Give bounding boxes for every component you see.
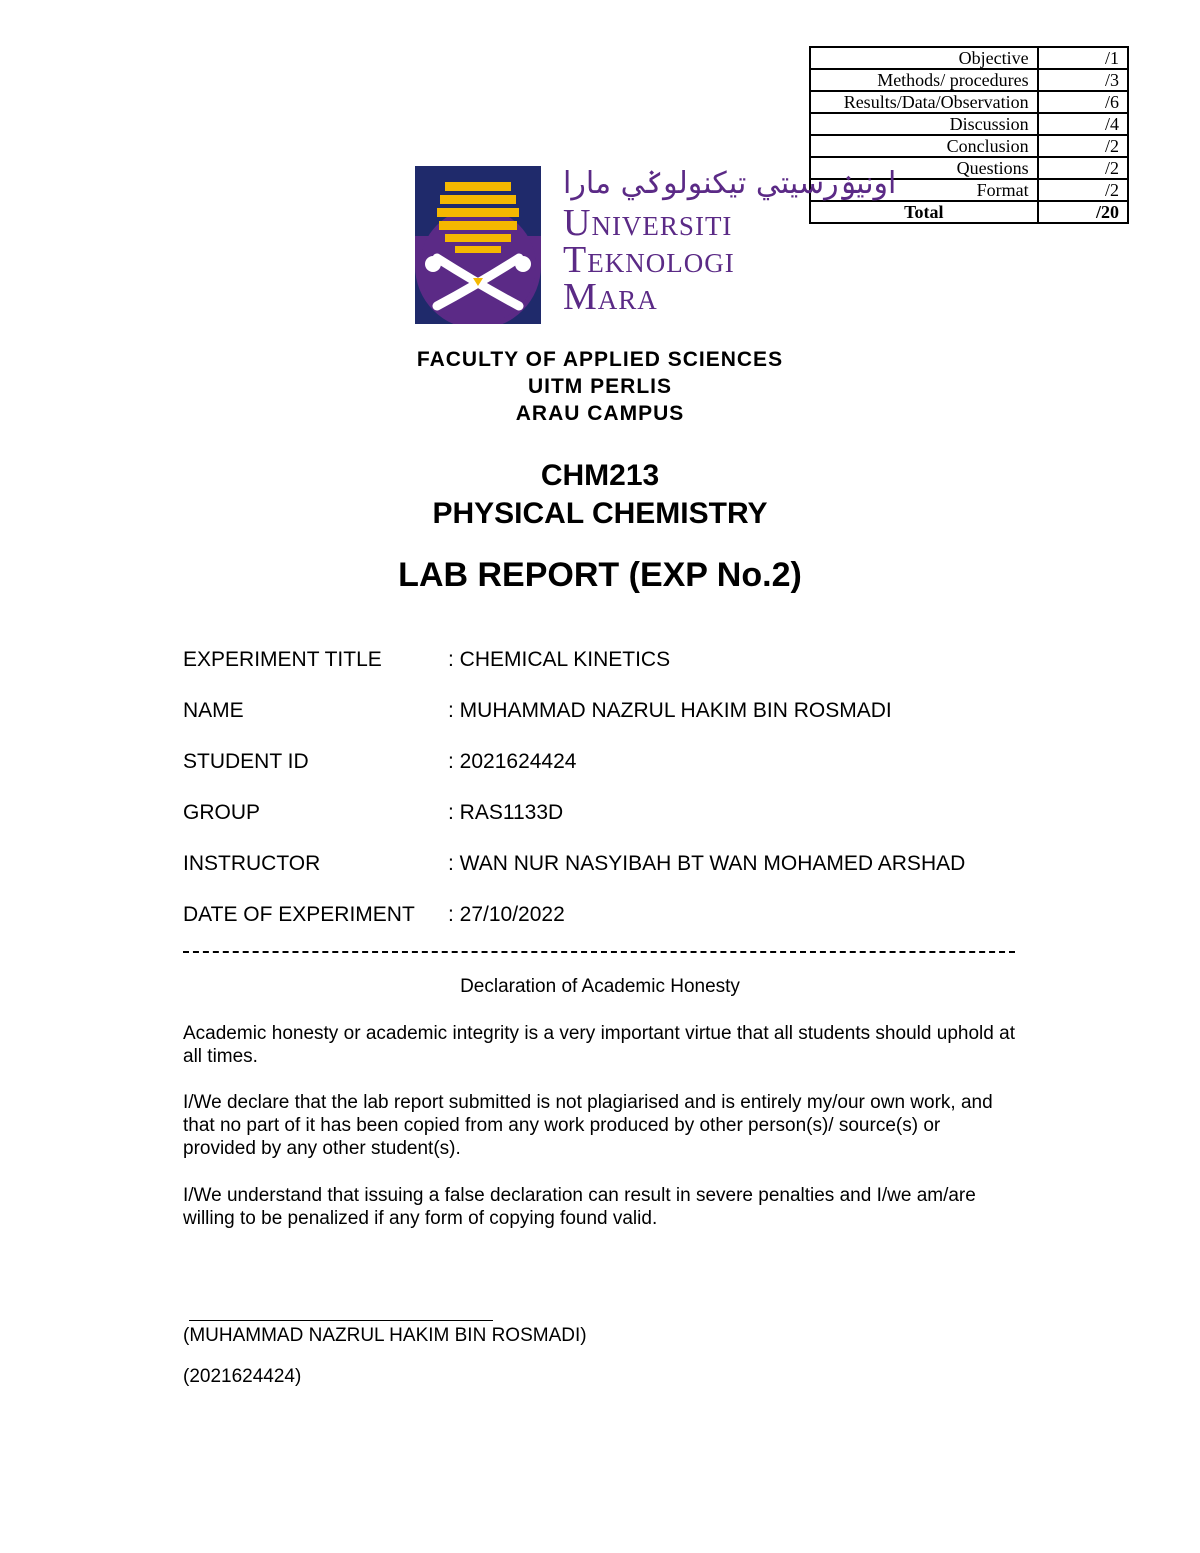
signature-line bbox=[189, 1320, 493, 1321]
rubric-mark: /1 bbox=[1038, 47, 1128, 69]
rubric-criterion: Format bbox=[810, 179, 1038, 201]
info-value: : RAS1133D bbox=[448, 801, 564, 824]
info-label: STUDENT ID bbox=[183, 750, 309, 773]
rubric-row bbox=[810, 113, 1128, 135]
info-row bbox=[183, 903, 965, 954]
course-code: CHM213 bbox=[540, 459, 660, 492]
declaration-title: Declaration of Academic Honesty bbox=[460, 976, 740, 997]
course-block bbox=[0, 457, 1200, 533]
rubric-row bbox=[810, 47, 1128, 69]
faculty-name: FACULTY OF APPLIED SCIENCES bbox=[416, 348, 784, 371]
faculty-block bbox=[0, 346, 1200, 427]
rubric-criterion: Results/Data/Observation bbox=[810, 91, 1038, 113]
info-value: : CHEMICAL KINETICS bbox=[448, 648, 671, 671]
info-label: DATE OF EXPERIMENT bbox=[183, 903, 415, 926]
rubric-row bbox=[810, 135, 1128, 157]
rubric-criterion: Conclusion bbox=[810, 135, 1038, 157]
course-name: PHYSICAL CHEMISTRY bbox=[432, 497, 768, 530]
declaration-paragraph: I/We understand that issuing a false declaration can result in severe penalties and I/we am/are willing to be penalized if any form of copying found valid. bbox=[183, 1185, 976, 1229]
rubric-total-row bbox=[810, 201, 1128, 223]
signature-name: (MUHAMMAD NAZRUL HAKIM BIN ROSMADI) bbox=[183, 1325, 587, 1346]
rubric-criterion: Discussion bbox=[810, 113, 1038, 135]
info-label: NAME bbox=[183, 699, 244, 722]
declaration-paragraph: I/We declare that the lab report submitted is not plagiarised and is entirely my/our own work, and that no part of it has been copied from any work produced by other person(s)/ source(s) or provided by any other student(s). bbox=[183, 1092, 993, 1159]
rubric-mark: /2 bbox=[1038, 135, 1128, 157]
info-label: GROUP bbox=[183, 801, 261, 824]
university-name-line: Universiti bbox=[563, 202, 733, 244]
info-row bbox=[183, 648, 965, 699]
rubric-criterion: Methods/ procedures bbox=[810, 69, 1038, 91]
signature-student-id: (2021624424) bbox=[183, 1366, 302, 1387]
info-row bbox=[183, 801, 965, 852]
report-title: LAB REPORT (EXP No.2) bbox=[398, 556, 802, 594]
university-name bbox=[563, 202, 735, 318]
info-value: : 27/10/2022 bbox=[448, 903, 565, 926]
rubric-total-label: Total bbox=[810, 201, 1038, 223]
info-row bbox=[183, 699, 965, 750]
info-value: : 2021624424 bbox=[448, 750, 577, 773]
dashed-divider bbox=[183, 951, 1015, 953]
rubric-mark: /4 bbox=[1038, 113, 1128, 135]
campus-name: UITM PERLIS bbox=[527, 375, 672, 398]
rubric-row bbox=[810, 91, 1128, 113]
rubric-mark: /2 bbox=[1038, 179, 1128, 201]
rubric-criterion: Objective bbox=[810, 47, 1038, 69]
uitm-logo-icon bbox=[415, 166, 541, 324]
rubric-mark: /2 bbox=[1038, 157, 1128, 179]
campus-location: ARAU CAMPUS bbox=[515, 402, 685, 425]
info-value: : MUHAMMAD NAZRUL HAKIM BIN ROSMADI bbox=[448, 699, 892, 722]
rubric-mark: /6 bbox=[1038, 91, 1128, 113]
info-row bbox=[183, 852, 965, 903]
report-info bbox=[183, 648, 965, 954]
info-label: INSTRUCTOR bbox=[183, 852, 321, 875]
logo-jawi-text: اونيۏرسيتي تيکنولوݢي مارا bbox=[563, 166, 897, 201]
university-name-line: Teknologi bbox=[563, 239, 735, 281]
info-row bbox=[183, 750, 965, 801]
university-name-line: Mara bbox=[563, 276, 658, 318]
rubric-total-mark: /20 bbox=[1038, 201, 1128, 223]
info-value: : WAN NUR NASYIBAH BT WAN MOHAMED ARSHAD bbox=[448, 852, 966, 875]
rubric-row bbox=[810, 69, 1128, 91]
rubric-mark: /3 bbox=[1038, 69, 1128, 91]
rubric-criterion: Questions bbox=[810, 157, 1038, 179]
info-label: EXPERIMENT TITLE bbox=[183, 648, 382, 671]
declaration-paragraph: Academic honesty or academic integrity is a very important virtue that all students should uphold at all times. bbox=[183, 1023, 1015, 1067]
